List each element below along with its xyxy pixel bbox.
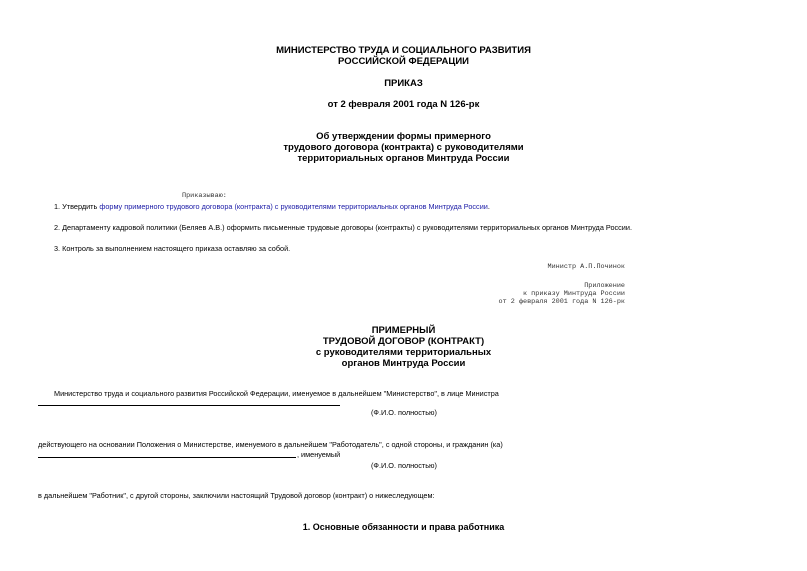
order-item-1-prefix: 1. Утвердить: [54, 202, 100, 211]
minister-name-blank: [38, 405, 340, 406]
appendix-line1: Приложение: [584, 282, 625, 290]
contract-title-line2: ТРУДОВОЙ ДОГОВОР (КОНТРАКТ): [322, 336, 485, 347]
named-text: , именуемый: [297, 450, 341, 459]
contract-title-line3: с руководителями территориальных: [315, 347, 492, 358]
appendix-line3: от 2 февраля 2001 года N 126-рк: [498, 298, 625, 306]
subject-line3: территориальных органов Минтруда России: [297, 153, 510, 164]
fio-hint-2: (Ф.И.О. полностью): [371, 461, 437, 470]
ministry-name-line1: МИНИСТЕРСТВО ТРУДА И СОЦИАЛЬНОГО РАЗВИТИЯ: [276, 45, 531, 56]
fio-hint-1: (Ф.И.О. полностью): [371, 408, 437, 417]
subject-line2: трудового договора (контракта) с руководителями: [283, 142, 524, 153]
minister-signature: Министр А.П.Починок: [547, 263, 625, 271]
order-item-3: 3. Контроль за выполнением настоящего приказа оставляю за собой.: [54, 244, 291, 253]
contract-title-line1: ПРИМЕРНЫЙ: [371, 325, 436, 336]
order-item-1: [54, 202, 490, 211]
contract-title-line4: органов Минтруда России: [341, 358, 466, 369]
approved-form-link[interactable]: форму примерного трудового договора (контракта) с руководителями территориальных органов Минтруда России: [99, 202, 488, 211]
employee-name-blank: [38, 457, 296, 458]
contract-worker-clause: в дальнейшем "Работник", с другой стороны, заключили настоящий Трудовой договор (контракт) о нижеследующем:: [38, 491, 435, 500]
document-date: от 2 февраля 2001 года N 126-рк: [327, 99, 480, 110]
section-1-heading: 1. Основные обязанности и права работника: [302, 522, 505, 532]
order-item-2: 2. Департаменту кадровой политики (Беляев А.В.) оформить письменные трудовые договоры (контракты) с руководителями территориальных органов Минтруда России.: [54, 223, 632, 232]
document-type: ПРИКАЗ: [384, 78, 423, 89]
decree-word: Приказываю:: [182, 192, 227, 200]
subject-line1: Об утверждении формы примерного: [316, 131, 491, 142]
order-item-1-suffix: .: [487, 202, 490, 211]
ministry-name-line2: РОССИЙСКОЙ ФЕДЕРАЦИИ: [337, 56, 469, 67]
contract-acting-basis: действующего на основании Положения о Министерстве, именуемого в дальнейшем "Работодатель", с одной стороны, и гражданин (ка): [38, 440, 503, 449]
appendix-line2: к приказу Минтруда России: [523, 290, 625, 298]
contract-intro: Министерство труда и социального развития Российской Федерации, именуемое в дальнейшем "Министерство", в лице Министра: [54, 389, 499, 398]
